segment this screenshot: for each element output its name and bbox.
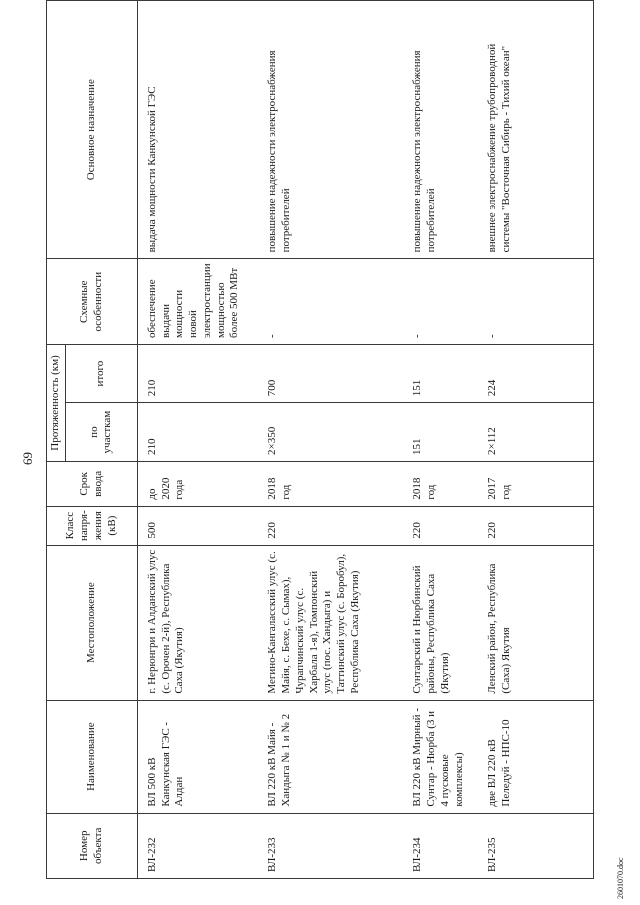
cell-term: 2017 год — [478, 461, 593, 506]
table-row — [258, 1, 403, 879]
cell-length-total: 700 — [258, 344, 403, 402]
header-term: Срок ввода — [47, 461, 138, 506]
cell-length-sections: 2×350 — [258, 403, 403, 462]
cell-features: - — [478, 259, 593, 345]
header-length: Протяженность (км) — [47, 344, 66, 461]
header-name: Наименование — [47, 700, 138, 813]
header-location: Местоположение — [47, 545, 138, 700]
header-number: Номер объекта — [47, 813, 138, 878]
cell-length-sections: 2×112 — [478, 403, 593, 462]
cell-number: ВЛ-232 — [137, 813, 258, 878]
cell-location: Мегино-Кангаласский улус (с. Майя, с. Бехе, с. Сымах), Чурапчинский улус (с. Харбала 1-я), Томпонский улус (пос. Хандыга) и Таттинский улус (с. Боробул), Республика Саха (Якутия) — [258, 545, 403, 700]
table-row — [403, 1, 478, 879]
cell-name: ВЛ 500 кВ Канкунская ГЭС - Алдан — [137, 700, 258, 813]
header-length-total: итого — [65, 344, 137, 402]
cell-features: обеспечение выдачи мощности новой электростанции мощностью более 500 МВт — [137, 259, 258, 345]
cell-purpose: выдача мощности Канкунской ГЭС — [137, 1, 258, 259]
cell-term: 2018 год — [403, 461, 478, 506]
cell-location: Ленский район, Республика (Саха) Якутия — [478, 545, 593, 700]
cell-length-sections: 210 — [137, 403, 258, 462]
header-purpose: Основное назначение — [47, 1, 138, 259]
cell-length-total: 224 — [478, 344, 593, 402]
cell-purpose: повышение надежности электроснабжения потребителей — [258, 1, 403, 259]
cell-number: ВЛ-233 — [258, 813, 403, 878]
page-number: 69 — [20, 452, 35, 465]
cell-purpose: повышение надежности электроснабжения потребителей — [403, 1, 478, 259]
header-features: Схемные особенности — [47, 259, 138, 345]
cell-length-sections: 151 — [403, 403, 478, 462]
cell-name: ВЛ 220 кВ Майя - Хандыга № 1 и № 2 — [258, 700, 403, 813]
cell-number: ВЛ-235 — [478, 813, 593, 878]
cell-voltage: 220 — [403, 506, 478, 545]
table-row — [478, 1, 593, 879]
cell-name: ВЛ 220 кВ Мирный - Сунтар - Нюрба (3 и 4 пусковые комплексы) — [403, 700, 478, 813]
cell-number: ВЛ-234 — [403, 813, 478, 878]
cell-voltage: 220 — [478, 506, 593, 545]
cell-purpose: внешнее электроснабжение трубопроводной системы "Восточная Сибирь - Тихий океан" — [478, 1, 593, 259]
cell-voltage: 500 — [137, 506, 258, 545]
cell-location: Сунтарский и Нюрбинский районы, Республика Саха (Якутия) — [403, 545, 478, 700]
cell-features: - — [258, 259, 403, 345]
cell-features: - — [403, 259, 478, 345]
cell-length-total: 151 — [403, 344, 478, 402]
cell-term: до 2020 года — [137, 461, 258, 506]
table-row — [137, 1, 258, 879]
cell-name: две ВЛ 220 кВ Пеледуй - НПС-10 — [478, 700, 593, 813]
cell-length-total: 210 — [137, 344, 258, 402]
cell-voltage: 220 — [258, 506, 403, 545]
header-length-sections: по участкам — [65, 403, 137, 462]
cell-term: 2018 год — [258, 461, 403, 506]
objects-table — [46, 0, 594, 879]
header-voltage: Класс напря-жения (кВ) — [47, 506, 138, 545]
footer-doc-code: 2601070.doc — [616, 857, 625, 899]
cell-location: г. Нерюнгри и Алданский улус (с. Орочен 2-й), Республика Саха (Якутия) — [137, 545, 258, 700]
